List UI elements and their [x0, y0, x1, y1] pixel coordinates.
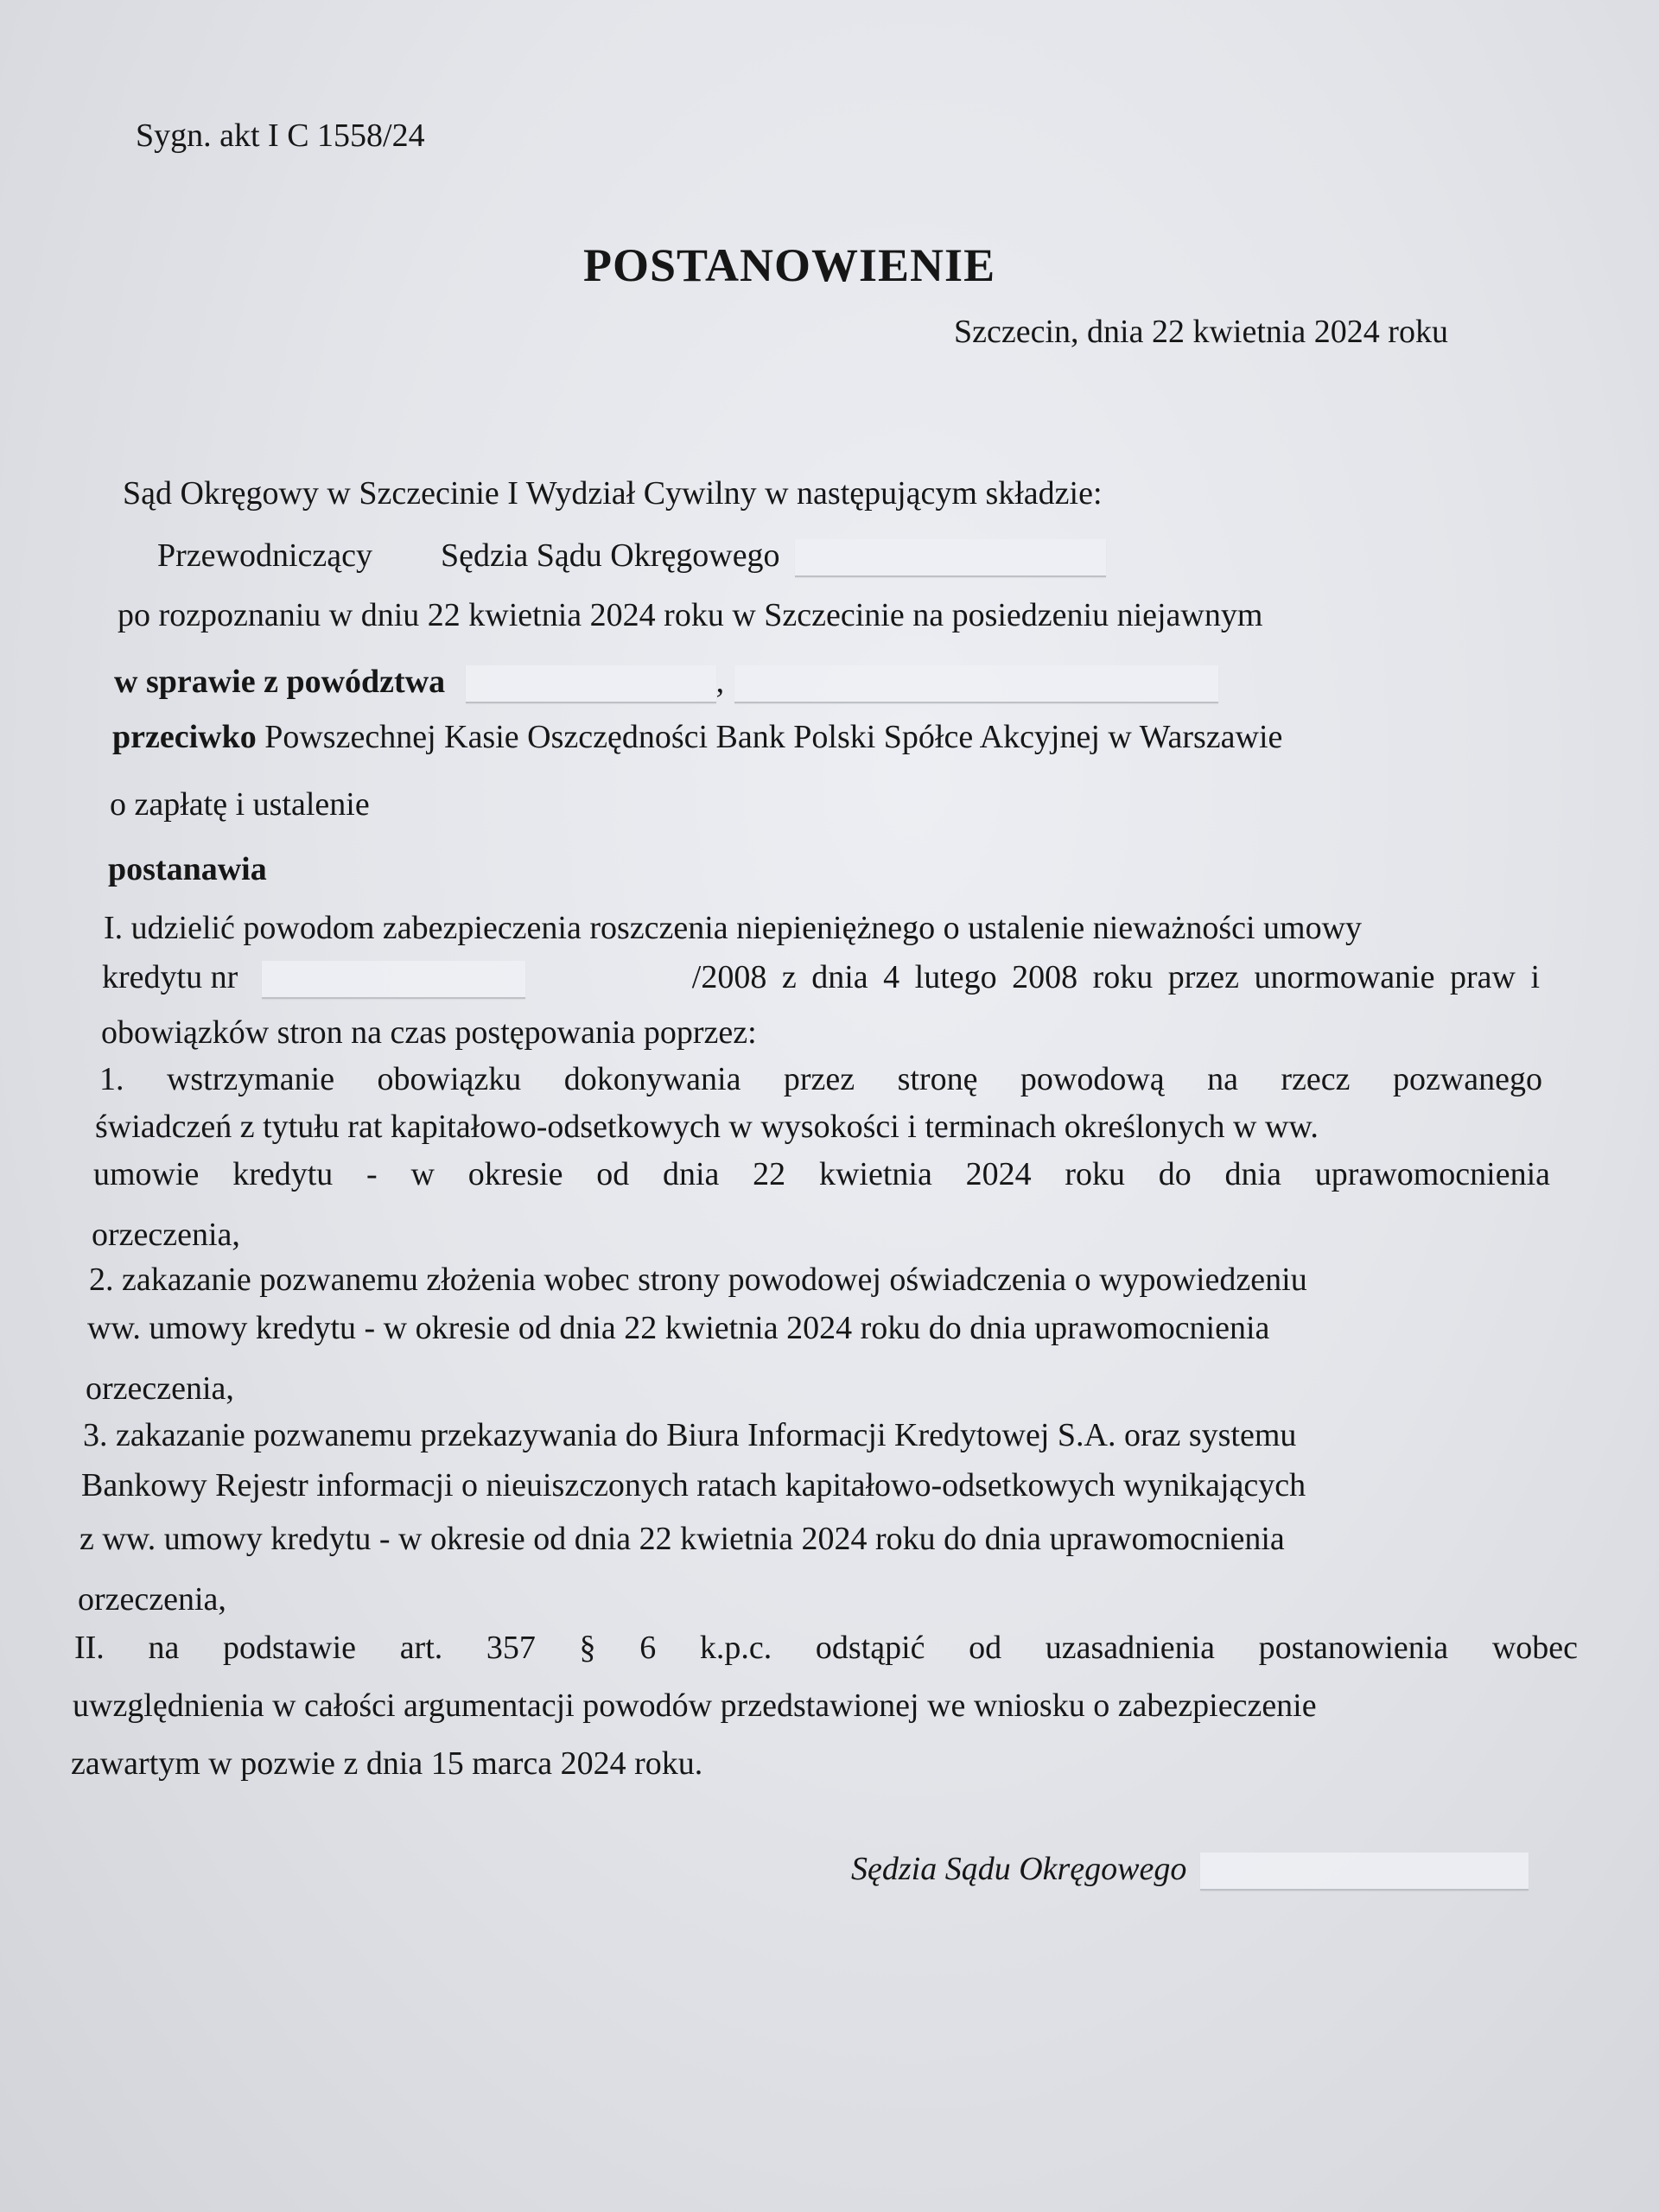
redacted-plaintiff-1 — [466, 665, 716, 703]
case-number: Sygn. akt I C 1558/24 — [136, 118, 425, 154]
signature-title: Sędzia Sądu Okręgowego — [851, 1851, 1187, 1887]
item-1-line-4: orzeczenia, — [92, 1217, 240, 1253]
presiding-title: Sędzia Sądu Okręgowego — [441, 537, 780, 574]
defendant-row — [112, 721, 1282, 753]
point-2-line-3: zawartym w pozwie z dnia 15 marca 2024 roku. — [71, 1745, 703, 1782]
item-3-line-2: Bankowy Rejestr informacji o nieuiszczonych ratach kapitałowo-odsetkowych wynikających — [81, 1467, 1306, 1503]
loan-label — [102, 961, 525, 999]
point-1-line-1 — [104, 912, 1536, 944]
signature-row — [851, 1853, 1529, 1891]
case-label: w sprawie z powództwa — [114, 664, 446, 700]
item-3-line-3: z ww. umowy kredytu - w okresie od dnia 22 kwietnia 2024 roku do dnia uprawomocnienia — [79, 1521, 1285, 1557]
point-1-text: I. udzielić powodom zabezpieczenia roszczenia niepieniężnego o ustalenie nieważności umowy — [104, 910, 1363, 946]
hearing-line: po rozpoznaniu w dniu 22 kwietnia 2024 roku w Szczecinie na posiedzeniu niejawnym — [118, 597, 1263, 633]
item-2-line-1: 2. zakazanie pozwanemu złożenia wobec strony powodowej oświadczenia o wypowiedzeniu — [89, 1262, 1307, 1298]
item-1-line-3: umowie kredytu - w okresie od dnia 22 kwietnia 2024 roku do dnia uprawomocnienia — [93, 1156, 1550, 1192]
loan-suffix: /2008 z dnia 4 lutego 2008 roku przez unormowanie praw i — [691, 959, 1540, 995]
loan-prefix: kredytu nr — [102, 959, 238, 995]
point-2-line-1: II. na podstawie art. 357 § 6 k.p.c. odstąpić od uzasadnienia postanowienia wobec — [74, 1630, 1578, 1666]
redacted-plaintiffs-2-3 — [734, 665, 1218, 703]
item-2-line-2: ww. umowy kredytu - w okresie od dnia 22 kwietnia 2024 roku do dnia uprawomocnienia — [87, 1310, 1270, 1346]
defendant-name: Powszechnej Kasie Oszczędności Bank Polski Spółce Akcyjnej w Warszawie — [264, 719, 1283, 755]
redacted-loan-number — [262, 961, 525, 999]
item-3-line-1: 3. zakazanie pozwanemu przekazywania do Biura Informacji Kredytowej S.A. oraz systemu — [83, 1417, 1297, 1453]
point-1-line-2 — [102, 961, 1540, 999]
place-date: Szczecin, dnia 22 kwietnia 2024 roku — [954, 314, 1448, 350]
presiding-label: Przewodniczący — [157, 537, 372, 574]
item-3-line-4: orzeczenia, — [78, 1581, 226, 1618]
item-2-line-3: orzeczenia, — [86, 1370, 234, 1407]
redacted-signature-name — [1200, 1853, 1529, 1891]
document-title: POSTANOWIENIE — [583, 239, 996, 291]
subject: o zapłatę i ustalenie — [110, 786, 370, 823]
decides-label: postanawia — [108, 851, 267, 887]
redacted-judge-name — [795, 539, 1106, 577]
court-line: Sąd Okręgowy w Szczecinie I Wydział Cywilny w następującym składzie: — [123, 475, 1103, 512]
item-1-line-2: świadczeń z tytułu rat kapitałowo-odsetkowych w wysokości i terminach określonych w ww. — [95, 1109, 1319, 1145]
against-label: przeciwko — [112, 719, 257, 755]
point-1-line-3: obowiązków stron na czas postępowania poprzez: — [101, 1014, 757, 1051]
point-2-line-2: uwzględnienia w całości argumentacji powodów przedstawionej we wniosku o zabezpieczenie — [73, 1688, 1317, 1724]
presiding-row — [157, 539, 1106, 577]
item-1-line-1: 1. wstrzymanie obowiązku dokonywania przez stronę powodową na rzecz pozwanego — [99, 1061, 1542, 1097]
plaintiffs-row: w sprawie z powództwa , — [114, 665, 1218, 703]
